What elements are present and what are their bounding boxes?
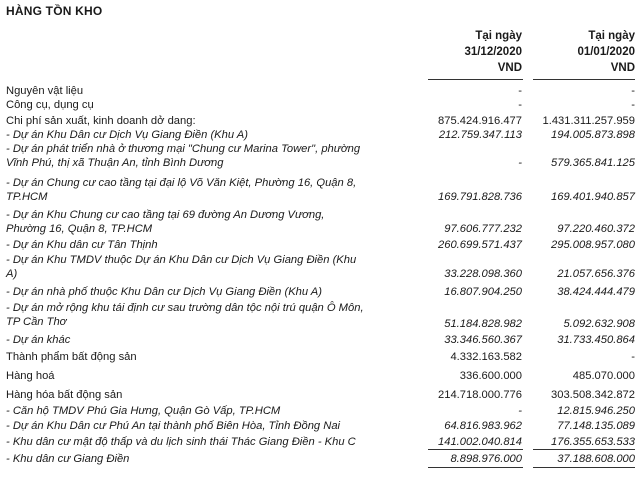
row-label: - Dự án Khu Dân cư Dịch Vụ Giang Điền (Khu A): [6, 129, 248, 141]
row-label: - Dự án Khu dân cư Tân Thịnh: [6, 239, 158, 251]
value-2020-12-31: 8.898.976.000: [450, 453, 522, 465]
value-2020-12-31: 4.332.163.582: [450, 351, 522, 363]
row-label: Nguyên vật liệu: [6, 85, 84, 97]
value-2020-01-01: 579.365.841.125: [551, 157, 635, 169]
value-2020-01-01: 21.057.656.376: [557, 268, 635, 280]
row-label: - Dự án phát triển nhà ở thương mại "Chung cư Marina Tower", phường Vĩnh Phú, thị xã Thuận An, tỉnh Bình Dương: [6, 143, 361, 169]
value-2020-12-31: 336.600.000: [459, 370, 522, 382]
row-label: - Căn hộ TMDV Phú Gia Hưng, Quận Gò Vấp, TP.HCM: [6, 405, 281, 417]
value-2020-01-01: 5.092.632.908: [563, 318, 635, 330]
value-2020-12-31: 33.346.560.367: [444, 334, 522, 346]
value-2020-01-01: 38.424.444.479: [557, 286, 635, 298]
row-label: - Dự án Khu TMDV thuộc Dự án Khu Dân cư Dịch Vụ Giang Điền (Khu A): [6, 254, 357, 280]
value-2020-12-31: 141.002.040.814: [438, 436, 522, 448]
column-header-unit: VND: [610, 62, 635, 74]
value-2020-01-01: -: [631, 99, 635, 111]
value-2020-01-01: 37.188.608.000: [557, 453, 635, 465]
subtotal-divider-col1: [428, 449, 523, 450]
total-divider-col2: [533, 467, 635, 468]
row-label: - Dự án Khu Chung cư cao tầng tại 69 đường An Dương Vương, Phường 16, Quận 8, TP.HCM: [6, 209, 325, 235]
value-2020-01-01: 12.815.946.250: [557, 405, 635, 417]
value-2020-01-01: 303.508.342.872: [551, 389, 635, 401]
value-2020-12-31: -: [518, 157, 522, 169]
header-divider-col1: [428, 79, 523, 80]
value-2020-12-31: 64.816.983.962: [444, 420, 522, 432]
column-header-2020-01-01: [577, 28, 635, 76]
total-divider-col1: [428, 467, 523, 468]
row-label: - Khu dân cư Giang Điền: [6, 453, 130, 465]
value-2020-12-31: -: [518, 85, 522, 97]
row-label: Thành phẩm bất động sản: [6, 351, 137, 363]
value-2020-01-01: 295.008.957.080: [551, 239, 635, 251]
value-2020-01-01: 169.401.940.857: [551, 191, 635, 203]
value-2020-12-31: 212.759.347.113: [438, 129, 522, 141]
value-2020-01-01: 194.005.873.898: [551, 129, 635, 141]
value-2020-01-01: 77.148.135.089: [557, 420, 635, 432]
section-title: HÀNG TỒN KHO: [6, 4, 103, 18]
row-label: - Dự án Chung cư cao tầng tại đại lộ Võ Văn Kiệt, Phường 16, Quận 8, TP.HCM: [6, 177, 357, 203]
column-header-line1: Tại ngày: [588, 30, 635, 42]
row-label: Hàng hoá: [6, 370, 55, 382]
value-2020-12-31: 169.791.828.736: [438, 191, 522, 203]
value-2020-12-31: 16.807.904.250: [444, 286, 522, 298]
value-2020-12-31: 97.606.777.232: [444, 223, 522, 235]
row-label: - Khu dân cư mật độ thấp và du lịch sinh thái Thác Giang Điền - Khu C: [6, 436, 356, 448]
value-2020-12-31: 260.699.571.437: [438, 239, 522, 251]
value-2020-12-31: 51.184.828.982: [444, 318, 522, 330]
row-label: Hàng hóa bất động sản: [6, 389, 123, 401]
value-2020-01-01: -: [631, 85, 635, 97]
value-2020-01-01: 1.431.311.257.959: [542, 115, 635, 127]
value-2020-01-01: 31.733.450.864: [557, 334, 635, 346]
subtotal-divider-col2: [533, 449, 635, 450]
column-header-2020-12-31: [464, 28, 522, 76]
value-2020-12-31: 214.718.000.776: [438, 389, 522, 401]
row-label: - Dự án mở rộng khu tái định cư sau trường dân tộc nội trú quận Ô Môn, TP Cần Thơ: [6, 302, 364, 328]
value-2020-01-01: 176.355.653.533: [551, 436, 635, 448]
row-label: - Dự án nhà phố thuộc Khu Dân cư Dịch Vụ Giang Điền (Khu A): [6, 286, 322, 298]
value-2020-01-01: 485.070.000: [572, 370, 635, 382]
column-header-date: 31/12/2020: [464, 46, 522, 58]
value-2020-01-01: 97.220.460.372: [557, 223, 635, 235]
row-label: - Dự án Khu Dân cư Phú An tại thành phố Biên Hòa, Tỉnh Đồng Nai: [6, 420, 341, 432]
row-label: Chi phí sản xuất, kinh doanh dở dang:: [6, 115, 196, 127]
value-2020-12-31: 33.228.098.360: [444, 268, 522, 280]
value-2020-12-31: -: [518, 99, 522, 111]
header-divider-col2: [533, 79, 635, 80]
row-label: Công cụ, dụng cụ: [6, 99, 94, 111]
column-header-date: 01/01/2020: [577, 46, 635, 58]
value-2020-01-01: -: [631, 351, 635, 363]
value-2020-12-31: -: [518, 405, 522, 417]
column-header-line1: Tại ngày: [475, 30, 522, 42]
value-2020-12-31: 875.424.916.477: [438, 115, 522, 127]
row-label: - Dự án khác: [6, 334, 71, 346]
column-header-unit: VND: [497, 62, 522, 74]
